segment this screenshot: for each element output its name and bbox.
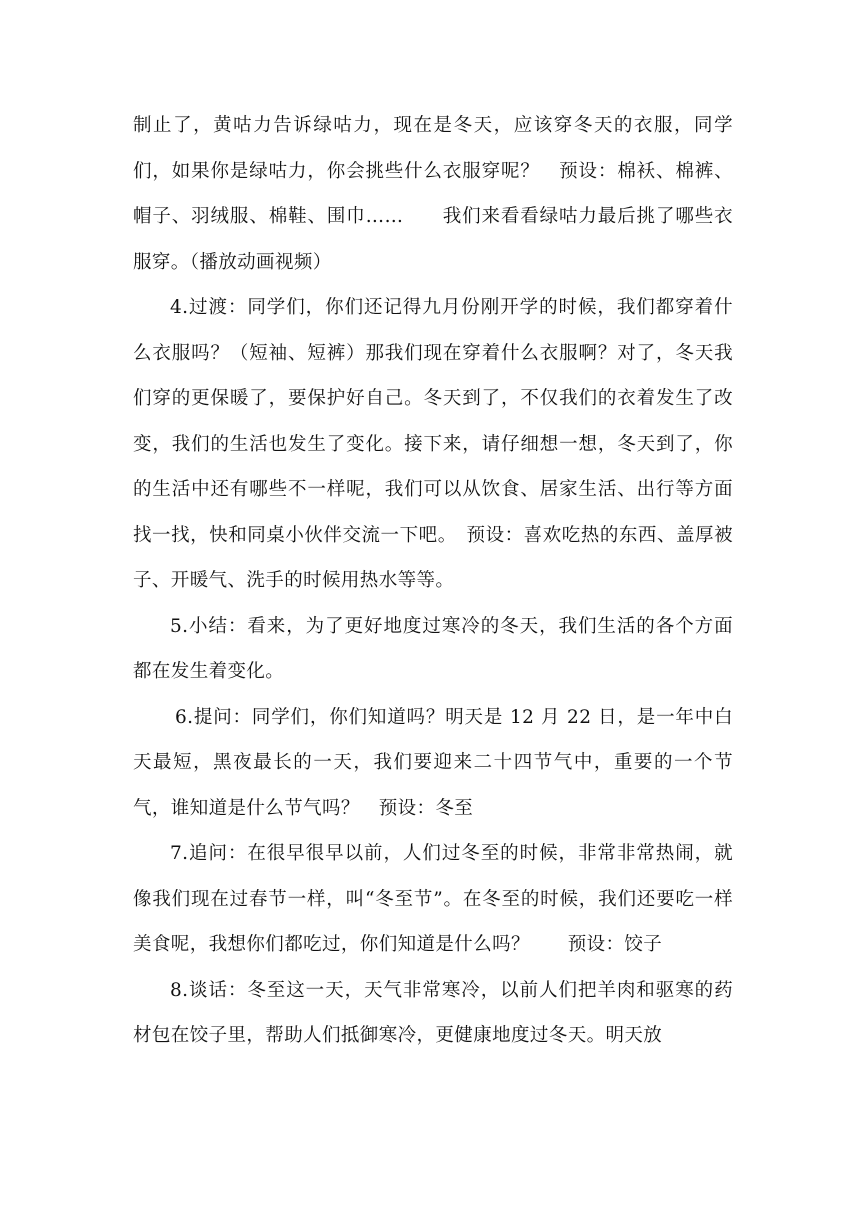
paragraph-step-6: 6.提问：同学们，你们知道吗？明天是 12 月 22 日，是一年中白天最短，黑夜最长的一天，我们要迎来二十四节气中，重要的一个节气，谁知道是什么节气吗？ 预设：冬至: [133, 706, 733, 819]
paragraph-step-4: 4.过渡：同学们，你们还记得九月份刚开学的时候，我们都穿着什么衣服吗？（短袖、短裤）那我们现在穿着什么衣服啊？对了，冬天我们穿的更保暖了，要保护好自己。冬天到了，不仅我们的衣着发生了改变，我们的生活也发生了变化。接下来，请仔细想一想，冬天到了，你的生活中还有哪些不一样呢，我们可以从饮食、居家生活、出行等方面找一找，快和同桌小伙伴交流一下吧。 预设：喜欢吃热的东西、盖厚被子、开暖气、洗手的时候用热水等等。: [133, 297, 733, 591]
paragraph-step-7: 7.追问：在很早很早以前，人们过冬至的时候，非常非常热闹，就像我们现在过春节一样，叫“冬至节”。在冬至的时候，我们还要吃一样美食呢，我想你们都吃过，你们知道是什么吗？ 预设：饺子: [133, 843, 733, 955]
paragraph-step-8: 8.谈话：冬至这一天，天气非常寒冷，以前人们把羊肉和驱寒的药材包在饺子里，帮助人们抵御寒冷，更健康地度过冬天。明天放: [133, 979, 733, 1046]
paragraph-step-5: 5.小结：看来，为了更好地度过寒冷的冬天，我们生活的各个方面都在发生着变化。: [133, 615, 733, 682]
document-page: [133, 103, 733, 1059]
paragraph-continuation: 制止了，黄咕力告诉绿咕力，现在是冬天，应该穿冬天的衣服，同学们，如果你是绿咕力，你会挑些什么衣服穿呢？ 预设：棉袄、棉裤、帽子、羽绒服、棉鞋、围巾…… 我们来看看绿咕力最后挑了哪些衣服穿。（播放动画视频）: [133, 115, 733, 273]
